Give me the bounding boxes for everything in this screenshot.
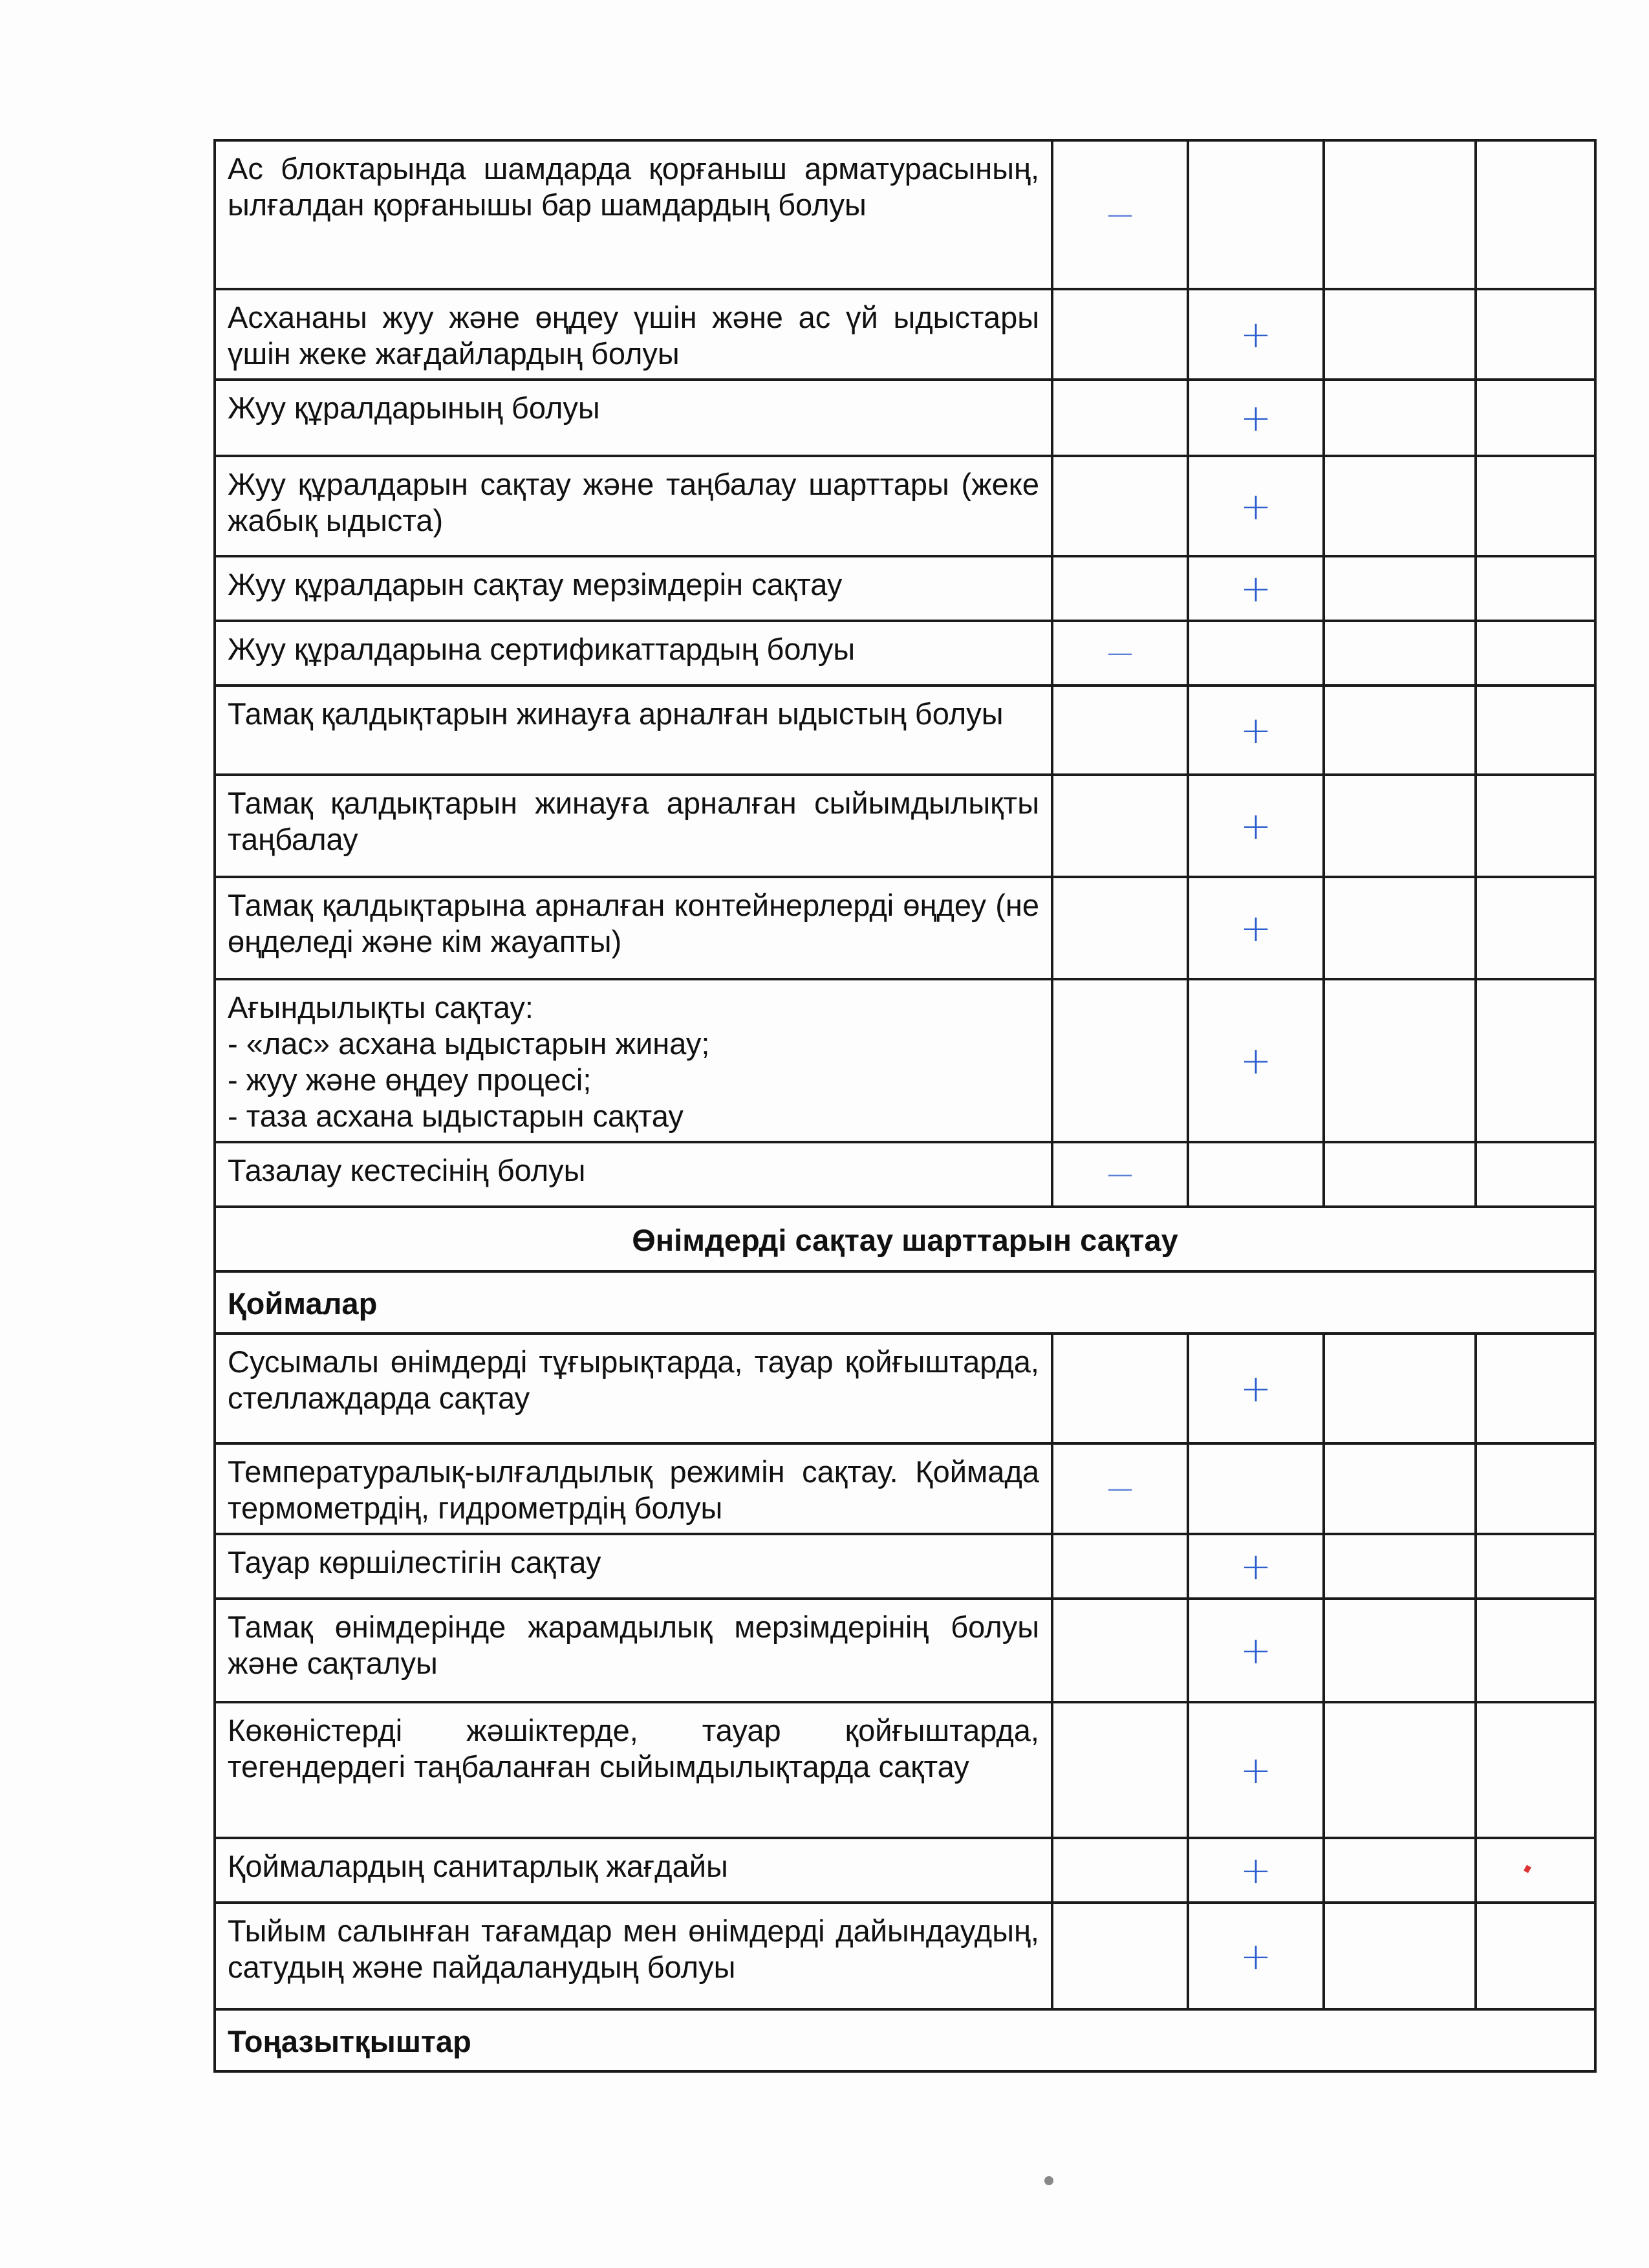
- checklist-row: [215, 289, 1595, 380]
- mark-cell-no: [1052, 1903, 1188, 2009]
- checklist-row: [215, 686, 1595, 775]
- mark-cell-yes: +: [1188, 1334, 1324, 1443]
- mark-cell-no: [1052, 380, 1188, 456]
- checklist-row: [215, 1702, 1595, 1838]
- empty-cell: [1476, 775, 1595, 877]
- requirement-text: Тамақ қалдықтарына арналған контейнерлерді өңдеу (не өңделеді және кім жауапты): [215, 877, 1052, 979]
- checklist-row: [215, 979, 1595, 1142]
- mark-cell-no: [1052, 456, 1188, 556]
- empty-cell: [1476, 1534, 1595, 1599]
- requirement-text: Жуу құралдарын сақтау мерзімдерін сақтау: [215, 556, 1052, 621]
- subsection-refrigerators-row: [215, 2009, 1595, 2071]
- checklist-row: [215, 380, 1595, 456]
- empty-cell: [1324, 1534, 1476, 1599]
- empty-cell: [1476, 1702, 1595, 1838]
- section-title: Өнімдерді сақтау шарттарын сақтау: [215, 1207, 1595, 1271]
- mark-cell-no: [1052, 877, 1188, 979]
- mark-cell-no: −: [1052, 140, 1188, 289]
- mark-cell-no: [1052, 1534, 1188, 1599]
- subsection-warehouses: Қоймалар: [215, 1271, 1595, 1334]
- mark-cell-yes: [1188, 621, 1324, 686]
- empty-cell: [1324, 456, 1476, 556]
- checklist-table: [213, 139, 1597, 2073]
- checklist-row: [215, 1334, 1595, 1443]
- section-title-row: [215, 1207, 1595, 1271]
- checklist-row: [215, 1903, 1595, 2009]
- mark-cell-no: [1052, 289, 1188, 380]
- empty-cell: [1476, 686, 1595, 775]
- empty-cell: [1476, 556, 1595, 621]
- requirement-text: Асхананы жуу және өңдеу үшін және ас үй ыдыстары үшін жеке жағдайлардың болуы: [215, 289, 1052, 380]
- empty-cell: [1324, 1443, 1476, 1534]
- mark-cell-yes: +: [1188, 556, 1324, 621]
- mark-cell-yes: +: [1188, 877, 1324, 979]
- subsection-refrigerators: Тоңазытқыштар: [215, 2009, 1595, 2071]
- requirement-line: Ағындылықты сақтау:: [228, 990, 534, 1024]
- empty-cell: [1324, 877, 1476, 979]
- empty-cell: [1324, 556, 1476, 621]
- requirement-text: Тазалау кестесінің болуы: [215, 1142, 1052, 1207]
- requirement-text: Жуу құралдарына сертификаттардың болуы: [215, 621, 1052, 686]
- mark-cell-no: [1052, 1838, 1188, 1903]
- subsection-warehouses-row: [215, 1271, 1595, 1334]
- scan-speck: [1044, 2176, 1053, 2185]
- empty-cell: [1324, 621, 1476, 686]
- mark-cell-no: [1052, 979, 1188, 1142]
- checklist-row: [215, 140, 1595, 289]
- empty-cell: [1324, 1903, 1476, 2009]
- empty-cell: [1324, 1142, 1476, 1207]
- empty-cell: [1324, 979, 1476, 1142]
- mark-cell-yes: +: [1188, 1599, 1324, 1702]
- requirement-text: Тыйым салынған тағамдар мен өнімдерді дайындаудың, сатудың және пайдаланудың болуы: [215, 1903, 1052, 2009]
- checklist-table-container: [213, 139, 1594, 2073]
- checklist-row: [215, 456, 1595, 556]
- checklist-row: [215, 1599, 1595, 1702]
- empty-cell: [1476, 456, 1595, 556]
- empty-cell: [1476, 289, 1595, 380]
- requirement-text: Жуу құралдарын сақтау және таңбалау шарттары (жеке жабық ыдыста): [215, 456, 1052, 556]
- empty-cell: [1476, 1838, 1595, 1903]
- mark-cell-yes: [1188, 140, 1324, 289]
- empty-cell: [1324, 380, 1476, 456]
- mark-cell-yes: +: [1188, 686, 1324, 775]
- mark-cell-yes: +: [1188, 289, 1324, 380]
- empty-cell: [1476, 621, 1595, 686]
- empty-cell: [1476, 1903, 1595, 2009]
- empty-cell: [1324, 686, 1476, 775]
- mark-cell-no: [1052, 1334, 1188, 1443]
- mark-cell-no: [1052, 686, 1188, 775]
- mark-cell-no: [1052, 556, 1188, 621]
- empty-cell: [1324, 1334, 1476, 1443]
- mark-cell-yes: +: [1188, 979, 1324, 1142]
- checklist-row: [215, 556, 1595, 621]
- requirement-text: Жуу құралдарының болуы: [215, 380, 1052, 456]
- requirement-text: Тамақ өнімдерінде жарамдылық мерзімдерінің болуы және сақталуы: [215, 1599, 1052, 1702]
- requirement-text: Сусымалы өнімдерді тұғырықтарда, тауар қойғыштарда, стеллаждарда сақтау: [215, 1334, 1052, 1443]
- requirement-text: Тауар көршілестігін сақтау: [215, 1534, 1052, 1599]
- mark-cell-no: −: [1052, 1443, 1188, 1534]
- mark-cell-no: −: [1052, 621, 1188, 686]
- checklist-row: [215, 775, 1595, 877]
- empty-cell: [1324, 1599, 1476, 1702]
- mark-cell-yes: +: [1188, 1838, 1324, 1903]
- empty-cell: [1476, 877, 1595, 979]
- mark-cell-yes: [1188, 1142, 1324, 1207]
- mark-cell-yes: +: [1188, 1534, 1324, 1599]
- requirement-line: - жуу және өңдеу процесі;: [228, 1063, 592, 1097]
- mark-cell-yes: +: [1188, 380, 1324, 456]
- checklist-row: [215, 1142, 1595, 1207]
- empty-cell: [1324, 289, 1476, 380]
- empty-cell: [1476, 1599, 1595, 1702]
- empty-cell: [1476, 1334, 1595, 1443]
- mark-cell-no: [1052, 1702, 1188, 1838]
- mark-cell-yes: +: [1188, 1702, 1324, 1838]
- requirement-line: - «лас» асхана ыдыстарын жинау;: [228, 1026, 710, 1061]
- empty-cell: [1476, 380, 1595, 456]
- empty-cell: [1324, 1702, 1476, 1838]
- checklist-row: [215, 877, 1595, 979]
- requirement-text: Қоймалардың санитарлық жағдайы: [215, 1838, 1052, 1903]
- mark-cell-yes: +: [1188, 456, 1324, 556]
- empty-cell: [1476, 140, 1595, 289]
- empty-cell: [1324, 775, 1476, 877]
- checklist-row: [215, 1534, 1595, 1599]
- mark-cell-yes: [1188, 1443, 1324, 1534]
- mark-cell-yes: +: [1188, 775, 1324, 877]
- requirement-text: Көкөністерді жәшіктерде, тауар қойғыштарда, тегендердегі таңбаланған сыйымдылықтарда сақтау: [215, 1702, 1052, 1838]
- empty-cell: [1476, 979, 1595, 1142]
- checklist-row: [215, 1443, 1595, 1534]
- requirement-text: Температуралық-ылғалдылық режимін сақтау. Қоймада термометрдің, гидрометрдің болуы: [215, 1443, 1052, 1534]
- requirement-text: Тамақ қалдықтарын жинауға арналған ыдыстың болуы: [215, 686, 1052, 775]
- mark-cell-no: [1052, 1599, 1188, 1702]
- requirement-line: - таза асхана ыдыстарын сақтау: [228, 1099, 684, 1133]
- empty-cell: [1476, 1443, 1595, 1534]
- mark-cell-no: −: [1052, 1142, 1188, 1207]
- empty-cell: [1324, 1838, 1476, 1903]
- mark-cell-no: [1052, 775, 1188, 877]
- empty-cell: [1476, 1142, 1595, 1207]
- requirement-text: [215, 979, 1052, 1142]
- checklist-row: [215, 1838, 1595, 1903]
- checklist-row: [215, 621, 1595, 686]
- mark-cell-yes: +: [1188, 1903, 1324, 2009]
- requirement-text: Тамақ қалдықтарын жинауға арналған сыйымдылықты таңбалау: [215, 775, 1052, 877]
- requirement-text: Ас блоктарында шамдарда қорғаныш арматурасының, ылғалдан қорғанышы бар шамдардың болуы: [215, 140, 1052, 289]
- empty-cell: [1324, 140, 1476, 289]
